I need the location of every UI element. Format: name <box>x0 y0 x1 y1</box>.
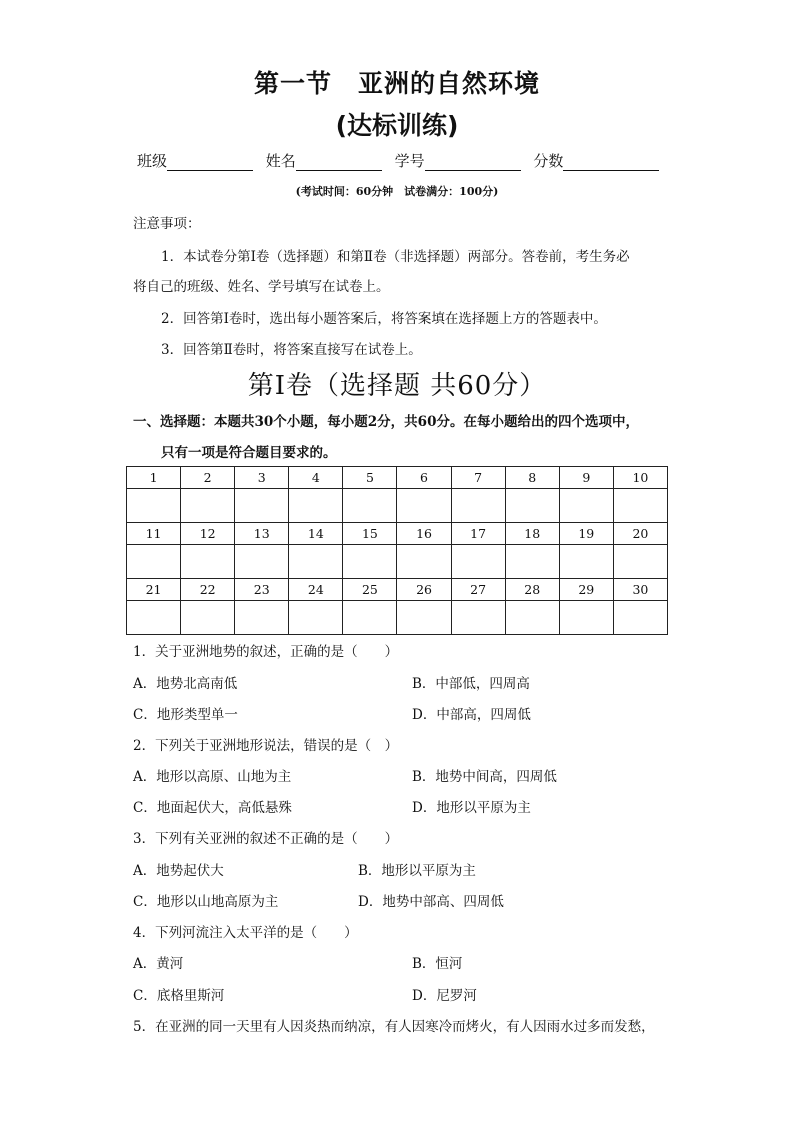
score-blank[interactable] <box>563 154 659 171</box>
name-label: 姓名 <box>265 152 296 170</box>
question-number-cell: 11 <box>127 523 181 545</box>
question-3-option-d[interactable]: D．地势中部高、四周低 <box>358 894 504 910</box>
question-2-option-b[interactable]: B．地势中间高，四周低 <box>412 769 557 785</box>
answer-cell[interactable] <box>451 601 505 635</box>
question-number-cell: 20 <box>613 523 667 545</box>
answer-cell[interactable] <box>235 601 289 635</box>
answer-cell[interactable] <box>559 601 613 635</box>
question-number-cell: 22 <box>181 579 235 601</box>
exam-subtitle: (达标训练) <box>335 111 459 140</box>
question-number-cell: 7 <box>451 467 505 489</box>
answer-cell[interactable] <box>343 489 397 523</box>
class-label: 班级 <box>137 152 168 170</box>
answer-cell[interactable] <box>505 489 559 523</box>
question-number-cell: 8 <box>505 467 559 489</box>
class-blank[interactable] <box>167 154 253 171</box>
question-4-option-b[interactable]: B．恒河 <box>412 956 463 972</box>
question-1-stem: 1．关于亚洲地势的叙述，正确的是（ ） <box>133 644 399 660</box>
question-5-stem: 5．在亚洲的同一天里有人因炎热而纳凉，有人因寒冷而烤火，有人因雨水过多而发愁， <box>133 1019 655 1035</box>
exam-meta: (考试时间：60分钟 试卷满分：100分) <box>295 185 499 198</box>
question-1-option-d[interactable]: D．中部高，四周低 <box>412 707 531 723</box>
question-number-cell: 23 <box>235 579 289 601</box>
answer-cell[interactable] <box>289 545 343 579</box>
answer-cell[interactable] <box>289 601 343 635</box>
question-2-option-a[interactable]: A．地形以高原、山地为主 <box>133 769 292 785</box>
student-info-line <box>137 150 677 171</box>
answer-blank-row <box>127 489 668 523</box>
question-4-option-a[interactable]: A．黄河 <box>133 956 184 972</box>
answer-cell[interactable] <box>613 601 667 635</box>
answer-table <box>126 466 668 635</box>
answer-cell[interactable] <box>505 601 559 635</box>
answer-number-row <box>127 467 668 489</box>
question-number-cell: 29 <box>559 579 613 601</box>
score-label: 分数 <box>533 152 564 170</box>
question-2-option-c[interactable]: C．地面起伏大，高低悬殊 <box>133 800 292 816</box>
answer-number-row <box>127 579 668 601</box>
question-2-option-d[interactable]: D．地形以平原为主 <box>412 800 531 816</box>
exam-title: 第一节 亚洲的自然环境 <box>253 69 540 98</box>
question-1-option-a[interactable]: A．地势北高南低 <box>133 676 238 692</box>
question-number-cell: 30 <box>613 579 667 601</box>
answer-cell[interactable] <box>127 545 181 579</box>
answer-cell[interactable] <box>343 601 397 635</box>
question-1-option-c[interactable]: C．地形类型单一 <box>133 707 238 723</box>
question-number-cell: 3 <box>235 467 289 489</box>
student-id-label: 学号 <box>394 152 425 170</box>
note-item-1-line-1: 1．本试卷分第Ⅰ卷（选择题）和第Ⅱ卷（非选择题）两部分。答卷前，考生务必 <box>161 249 630 265</box>
question-number-cell: 5 <box>343 467 397 489</box>
answer-cell[interactable] <box>181 489 235 523</box>
answer-cell[interactable] <box>343 545 397 579</box>
part1-instructions-line-2: 只有一项是符合题目要求的。 <box>161 445 337 461</box>
question-number-cell: 6 <box>397 467 451 489</box>
answer-cell[interactable] <box>289 489 343 523</box>
answer-cell[interactable] <box>613 489 667 523</box>
note-item-2: 2．回答第Ⅰ卷时，选出每小题答案后，将答案填在选择题上方的答题表中。 <box>161 311 607 327</box>
question-number-cell: 16 <box>397 523 451 545</box>
question-2-stem: 2．下列关于亚洲地形说法，错误的是（ ） <box>133 738 399 754</box>
answer-cell[interactable] <box>397 489 451 523</box>
question-3-stem: 3．下列有关亚洲的叙述不正确的是（ ） <box>133 831 399 847</box>
question-number-cell: 14 <box>289 523 343 545</box>
answer-cell[interactable] <box>613 545 667 579</box>
question-number-cell: 17 <box>451 523 505 545</box>
name-blank[interactable] <box>296 154 382 171</box>
question-number-cell: 13 <box>235 523 289 545</box>
question-3-option-a[interactable]: A．地势起伏大 <box>133 863 224 879</box>
answer-cell[interactable] <box>451 545 505 579</box>
question-number-cell: 10 <box>613 467 667 489</box>
question-number-cell: 28 <box>505 579 559 601</box>
question-4-stem: 4．下列河流注入太平洋的是（ ） <box>133 925 358 941</box>
question-number-cell: 24 <box>289 579 343 601</box>
question-1-option-b[interactable]: B．中部低，四周高 <box>412 676 530 692</box>
answer-number-row <box>127 523 668 545</box>
question-number-cell: 15 <box>343 523 397 545</box>
answer-cell[interactable] <box>397 601 451 635</box>
section-title: 第Ⅰ卷（选择题 共60分） <box>247 371 547 401</box>
question-number-cell: 21 <box>127 579 181 601</box>
question-number-cell: 9 <box>559 467 613 489</box>
answer-cell[interactable] <box>451 489 505 523</box>
answer-cell[interactable] <box>559 489 613 523</box>
name-field <box>266 150 382 171</box>
question-3-option-c[interactable]: C．地形以山地高原为主 <box>133 894 279 910</box>
answer-cell[interactable] <box>559 545 613 579</box>
score-field <box>533 150 659 171</box>
answer-cell[interactable] <box>235 489 289 523</box>
question-number-cell: 12 <box>181 523 235 545</box>
answer-cell[interactable] <box>181 545 235 579</box>
student-id-blank[interactable] <box>425 154 521 171</box>
question-4-option-d[interactable]: D．尼罗河 <box>412 988 477 1004</box>
answer-cell[interactable] <box>127 489 181 523</box>
question-number-cell: 19 <box>559 523 613 545</box>
answer-cell[interactable] <box>181 601 235 635</box>
notes-heading: 注意事项： <box>133 216 201 232</box>
answer-cell[interactable] <box>505 545 559 579</box>
answer-cell[interactable] <box>397 545 451 579</box>
student-id-field <box>395 150 521 171</box>
note-item-1-line-2: 将自己的班级、姓名、学号填写在试卷上。 <box>133 279 390 295</box>
question-3-option-b[interactable]: B．地形以平原为主 <box>358 863 476 879</box>
class-field <box>137 150 253 171</box>
question-number-cell: 18 <box>505 523 559 545</box>
answer-blank-row <box>127 601 668 635</box>
question-number-cell: 26 <box>397 579 451 601</box>
note-item-3: 3．回答第Ⅱ卷时，将答案直接写在试卷上。 <box>161 342 422 358</box>
question-4-option-c[interactable]: C．底格里斯河 <box>133 988 225 1004</box>
question-number-cell: 1 <box>127 467 181 489</box>
answer-blank-row <box>127 545 668 579</box>
part1-instructions-line-1: 一、选择题：本题共30个小题，每小题2分，共60分。在每小题给出的四个选项中， <box>133 414 639 430</box>
question-number-cell: 4 <box>289 467 343 489</box>
question-number-cell: 2 <box>181 467 235 489</box>
question-number-cell: 27 <box>451 579 505 601</box>
question-number-cell: 25 <box>343 579 397 601</box>
answer-cell[interactable] <box>235 545 289 579</box>
answer-cell[interactable] <box>127 601 181 635</box>
